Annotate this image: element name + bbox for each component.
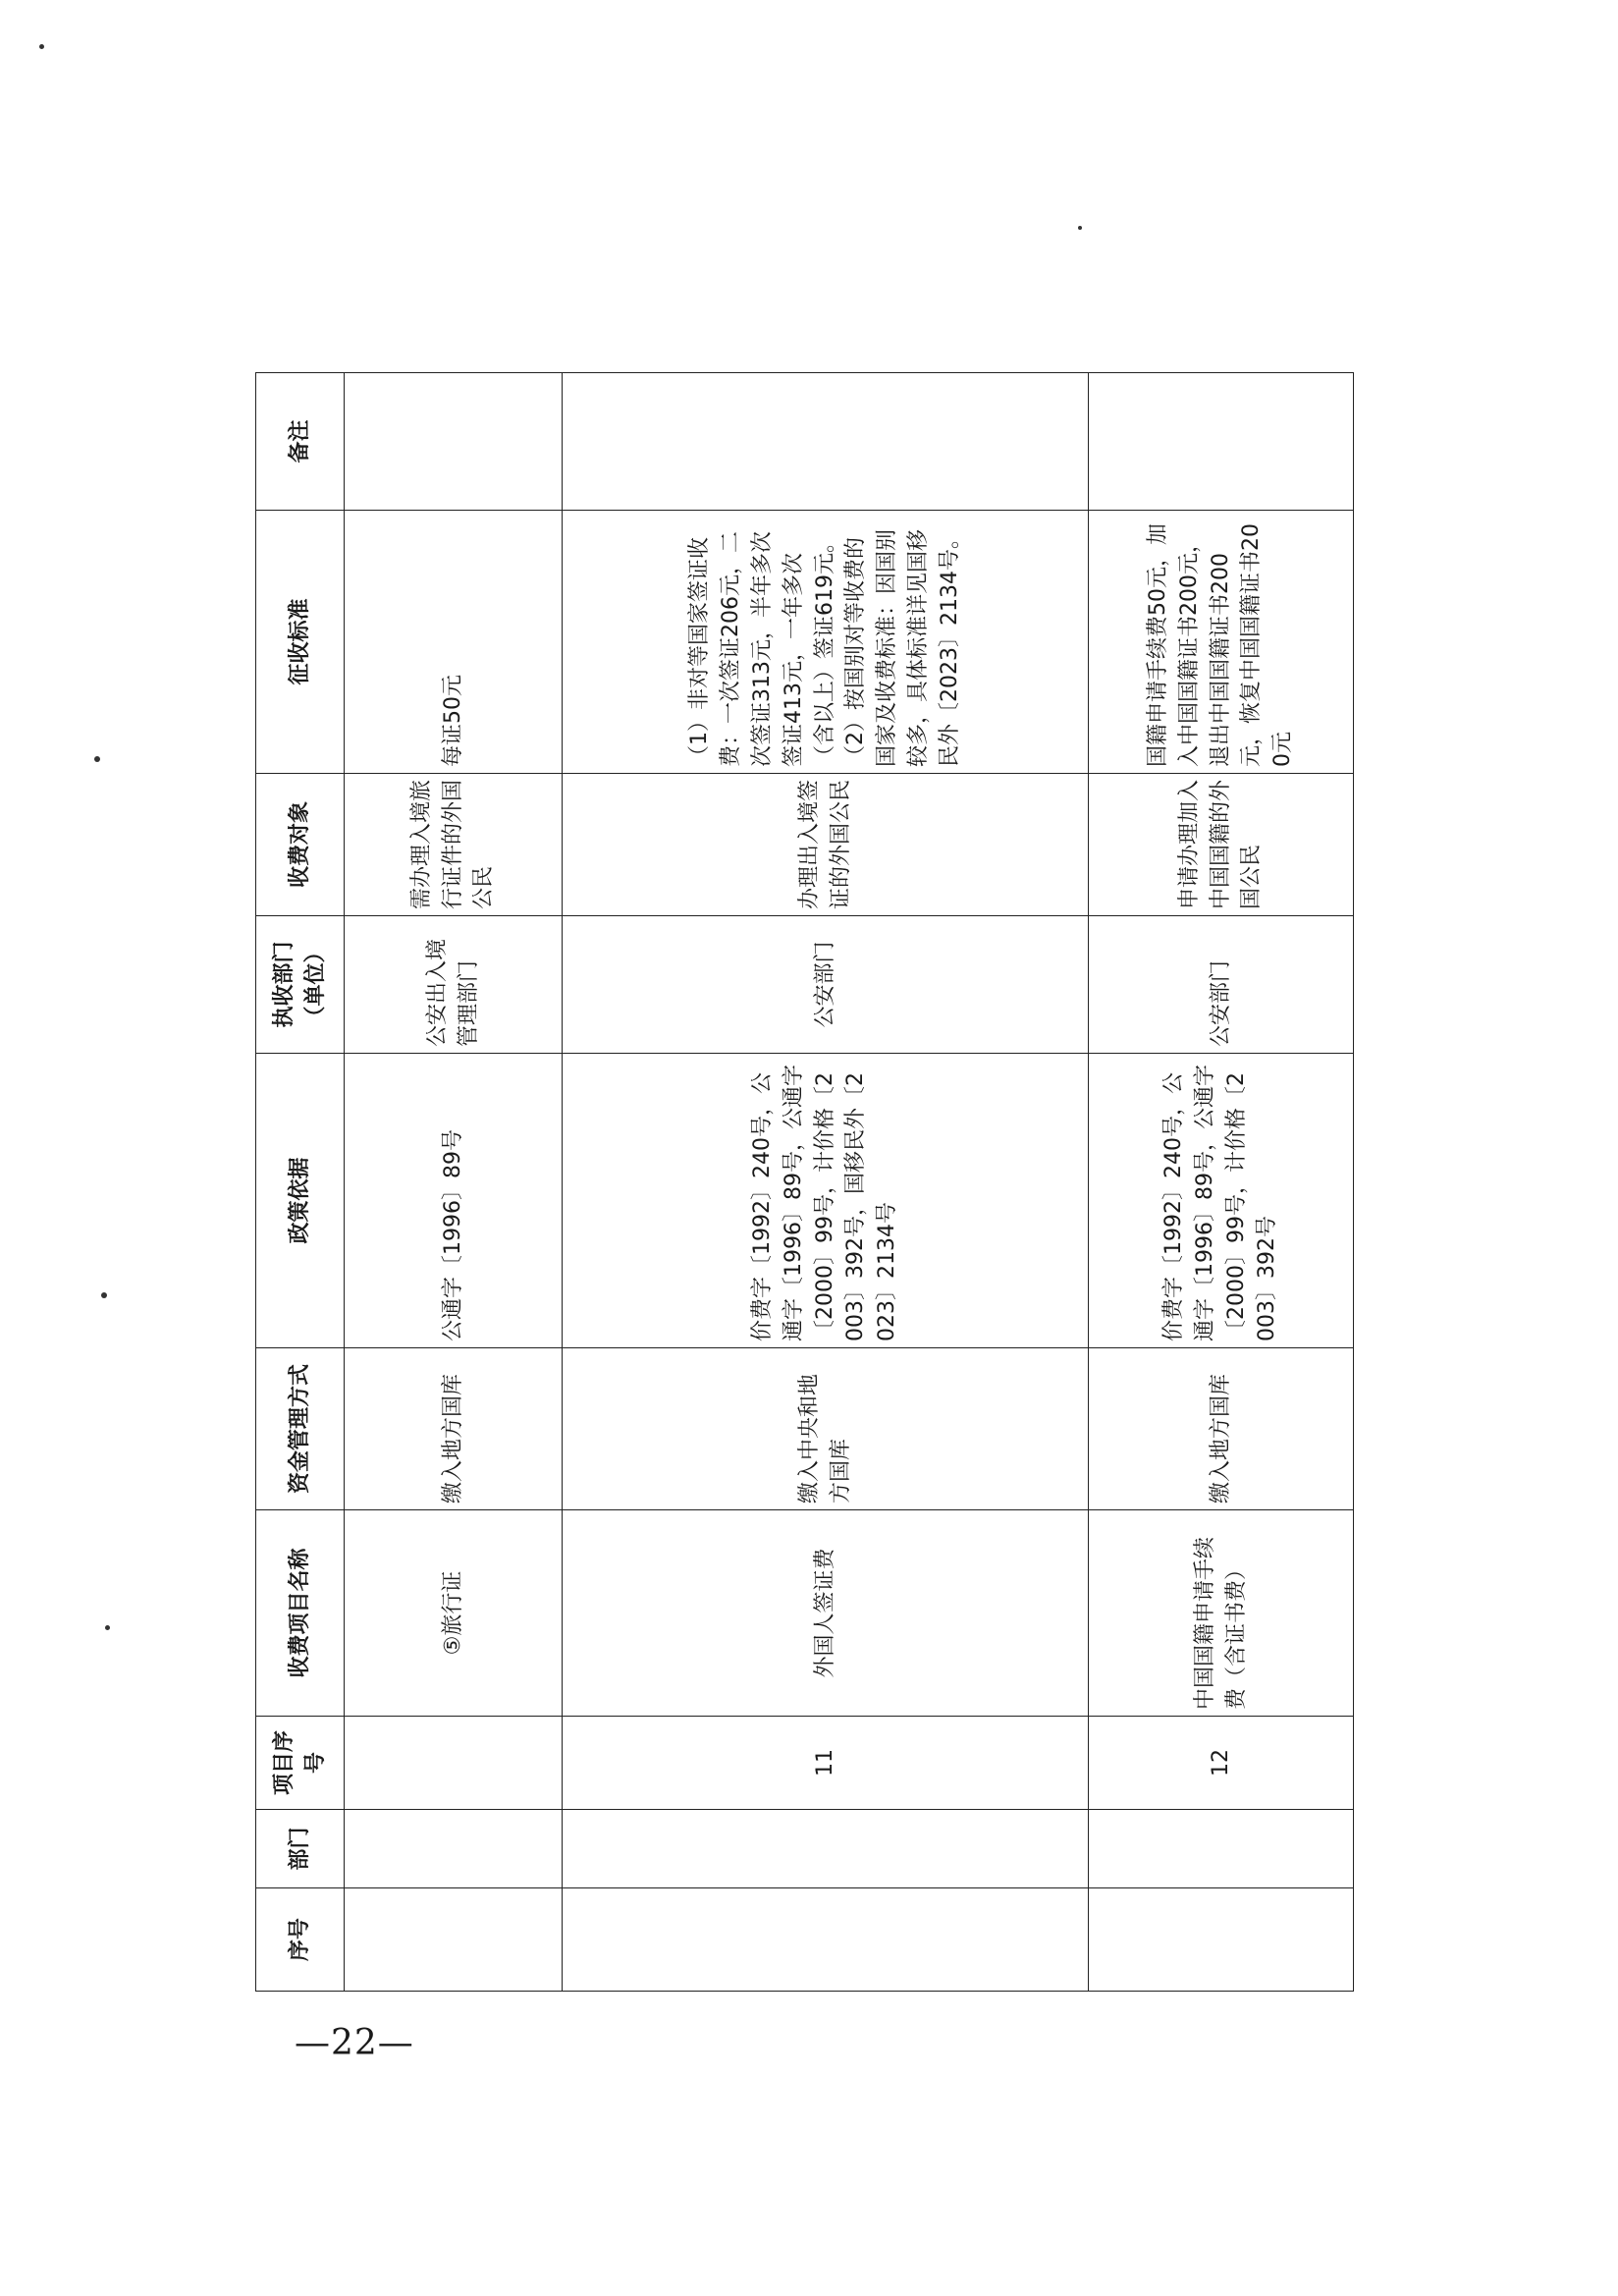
cell-item-no: 12: [1089, 1717, 1354, 1810]
cell-item-no: 11: [563, 1717, 1089, 1810]
cell-target: 需办理入境旅行证件的外国公民: [345, 774, 563, 916]
cell-remark: [345, 373, 563, 511]
scan-speck: [39, 44, 44, 49]
fee-table-container: [255, 373, 1353, 1992]
cell-policy: 价费字〔1992〕240号，公通字〔1996〕89号，公通字〔2000〕99号，计价格〔2003〕392号: [1089, 1054, 1354, 1348]
scan-speck: [101, 1292, 107, 1298]
cell-dept: [345, 1810, 563, 1888]
header-fund: 资金管理方式: [256, 1348, 345, 1510]
cell-policy: 公通字〔1996〕89号: [345, 1054, 563, 1348]
cell-dept: [563, 1810, 1089, 1888]
header-name: 收费项目名称: [256, 1510, 345, 1717]
cell-standard: （1）非对等国家签证收费：一次签证206元，二次签证313元，半年多次签证413元，一年多次（含以上）签证619元。（2）按国别对等收费的国家及收费标准：因国别较多，具体标准详见国移民外〔2023〕2134号。: [563, 511, 1089, 774]
fee-table: [255, 372, 1354, 1992]
header-unit: 执收部门（单位）: [256, 916, 345, 1054]
header-remark: 备注: [256, 373, 345, 511]
table-row: [563, 373, 1089, 1992]
cell-standard: 每证50元: [345, 511, 563, 774]
scan-speck: [105, 1625, 110, 1630]
header-target: 收费对象: [256, 774, 345, 916]
cell-target: 办理出入境签证的外国公民: [563, 774, 1089, 916]
header-dept: 部门: [256, 1810, 345, 1888]
table-row: [345, 373, 563, 1992]
cell-seq: [345, 1888, 563, 1992]
cell-dept: [1089, 1810, 1354, 1888]
cell-unit: 公安部门: [563, 916, 1089, 1054]
cell-fund: 缴入地方国库: [1089, 1348, 1354, 1510]
cell-seq: [563, 1888, 1089, 1992]
cell-policy: 价费字〔1992〕240号，公通字〔1996〕89号，公通字〔2000〕99号，计价格〔2003〕392号，国移民外〔2023〕2134号: [563, 1054, 1089, 1348]
cell-seq: [1089, 1888, 1354, 1992]
cell-name: ⑤旅行证: [345, 1510, 563, 1717]
cell-name: 中国国籍申请手续费（含证书费）: [1089, 1510, 1354, 1717]
cell-name: 外国人签证费: [563, 1510, 1089, 1717]
scan-speck: [1078, 226, 1082, 230]
cell-standard: 国籍申请手续费50元，加入中国国籍证书200元，退出中国国籍证书200元，恢复中国国籍证书200元: [1089, 511, 1354, 774]
scan-speck: [94, 756, 100, 762]
cell-remark: [1089, 373, 1354, 511]
cell-remark: [563, 373, 1089, 511]
header-item-no: 项目序号: [256, 1717, 345, 1810]
cell-unit: 公安部门: [1089, 916, 1354, 1054]
header-seq: 序号: [256, 1888, 345, 1992]
header-policy: 政策依据: [256, 1054, 345, 1348]
table-header-row: [256, 373, 345, 1992]
cell-fund: 缴入中央和地方国库: [563, 1348, 1089, 1510]
table-row: [1089, 373, 1354, 1992]
cell-fund: 缴入地方国库: [345, 1348, 563, 1510]
cell-item-no: [345, 1717, 563, 1810]
cell-target: 申请办理加入中国国籍的外国公民: [1089, 774, 1354, 916]
page-number: —22—: [295, 2023, 414, 2063]
cell-unit: 公安出入境管理部门: [345, 916, 563, 1054]
rotated-table-frame: [255, 373, 1353, 1992]
header-standard: 征收标准: [256, 511, 345, 774]
